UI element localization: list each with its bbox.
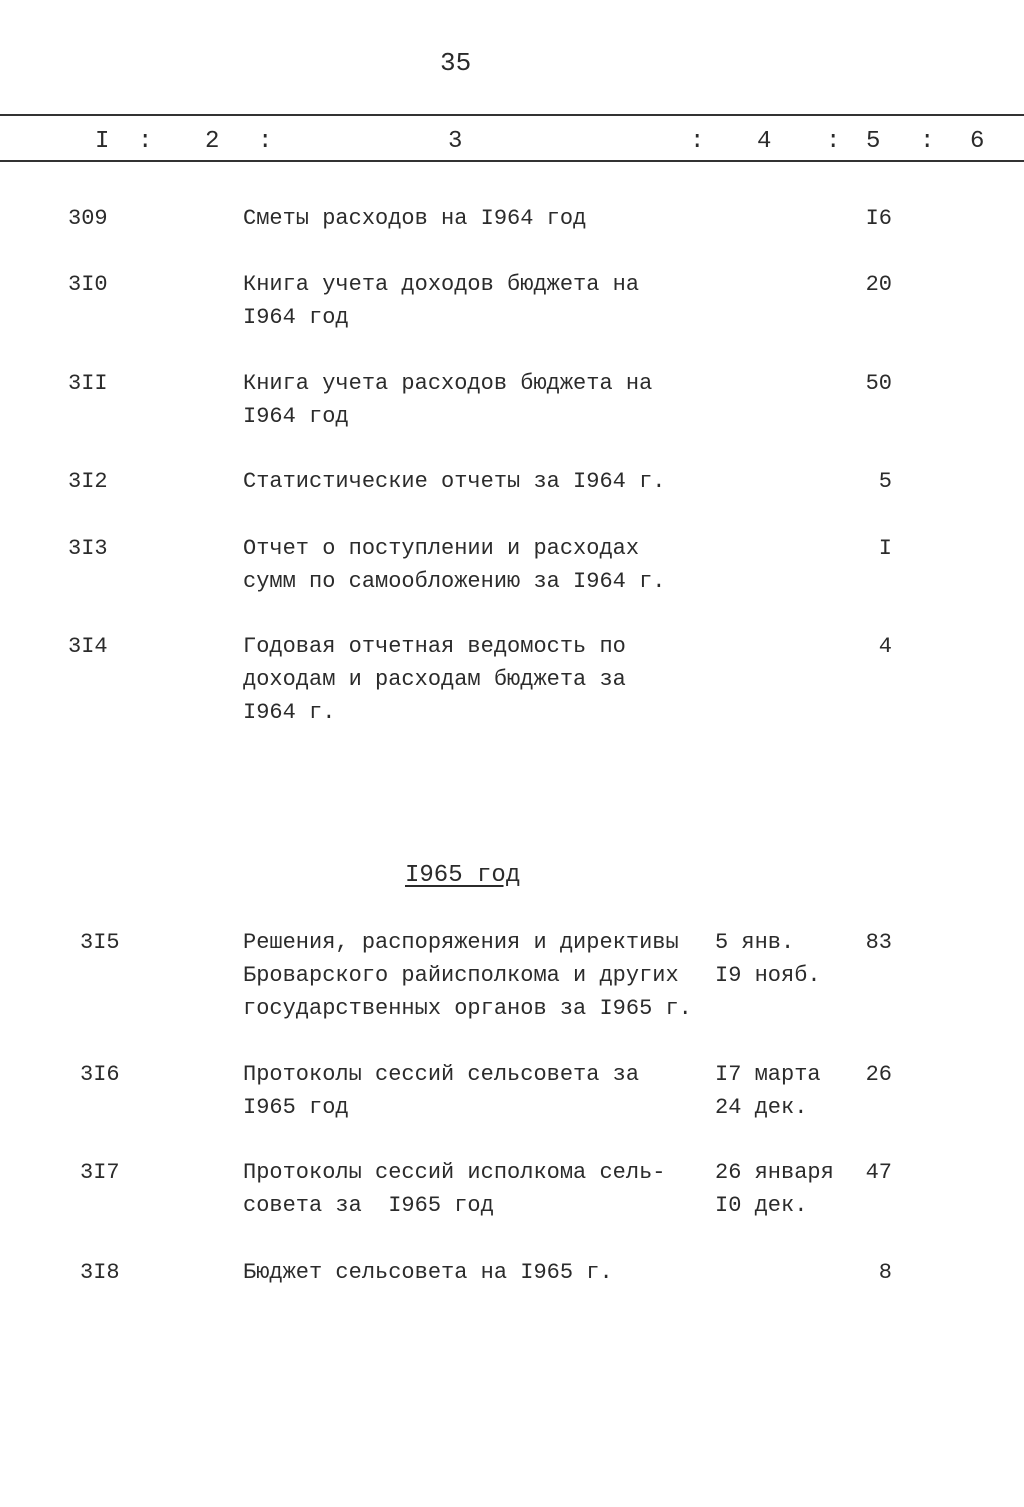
row-count: 26 bbox=[865, 1062, 892, 1087]
row-count: 4 bbox=[878, 634, 892, 659]
row-number: 3I5 bbox=[80, 930, 120, 955]
year-heading: I965 год bbox=[405, 862, 521, 889]
row-count: 8 bbox=[878, 1260, 892, 1285]
row-count: I bbox=[878, 536, 892, 561]
row-title: Книга учета расходов бюджета на I964 год bbox=[243, 371, 653, 429]
row-count: 50 bbox=[865, 371, 892, 396]
row-number: 3I3 bbox=[68, 536, 108, 561]
header-separator: : bbox=[690, 128, 705, 155]
row-count: 47 bbox=[865, 1160, 892, 1185]
row-number: 3I6 bbox=[80, 1062, 120, 1087]
row-title: Решения, распоряжения и директивы Броварского райисполкома и других государственных органов за I965 г. bbox=[243, 930, 692, 1021]
header-separator: : bbox=[258, 128, 273, 155]
row-count: 5 bbox=[878, 469, 892, 494]
row-dates: 26 января I0 дек. bbox=[715, 1160, 834, 1218]
row-title: Протоколы сессий сельсовета за I965 год bbox=[243, 1062, 640, 1120]
page-number: 35 bbox=[440, 48, 472, 78]
header-separator: : bbox=[826, 128, 841, 155]
row-title: Отчет о поступлении и расходах сумм по самообложению за I964 г. bbox=[243, 536, 666, 594]
row-number: 3I7 bbox=[80, 1160, 120, 1185]
header-col-5: 5 bbox=[866, 128, 881, 155]
row-number: 3I4 bbox=[68, 634, 108, 659]
row-count: 20 bbox=[865, 272, 892, 297]
row-title: Статистические отчеты за I964 г. bbox=[243, 469, 666, 494]
row-title: Сметы расходов на I964 год bbox=[243, 206, 587, 231]
row-title: Годовая отчетная ведомость по доходам и расходам бюджета за I964 г. bbox=[243, 634, 626, 725]
header-col-2: 2 bbox=[205, 128, 220, 155]
header-col-4: 4 bbox=[757, 128, 772, 155]
header-top-rule bbox=[0, 114, 1024, 116]
row-title: Книга учета доходов бюджета на I964 год bbox=[243, 272, 640, 330]
header-col-3: 3 bbox=[448, 128, 463, 155]
row-number: 3I0 bbox=[68, 272, 108, 297]
header-col-1: I bbox=[95, 128, 110, 155]
header-separator: : bbox=[920, 128, 935, 155]
header-bottom-rule bbox=[0, 160, 1024, 162]
row-dates: I7 марта 24 дек. bbox=[715, 1062, 821, 1120]
row-dates: 5 янв. I9 нояб. bbox=[715, 930, 821, 988]
row-title: Протоколы сессий исполкома сель- совета за I965 год bbox=[243, 1160, 666, 1218]
row-count: 83 bbox=[865, 930, 892, 955]
header-col-6: 6 bbox=[970, 128, 985, 155]
row-number: 3II bbox=[68, 371, 108, 396]
row-title: Бюджет сельсовета на I965 г. bbox=[243, 1260, 613, 1285]
row-number: 3I2 bbox=[68, 469, 108, 494]
row-number: 3I8 bbox=[80, 1260, 120, 1285]
row-number: 309 bbox=[68, 206, 108, 231]
row-count: I6 bbox=[865, 206, 892, 231]
header-separator: : bbox=[138, 128, 153, 155]
